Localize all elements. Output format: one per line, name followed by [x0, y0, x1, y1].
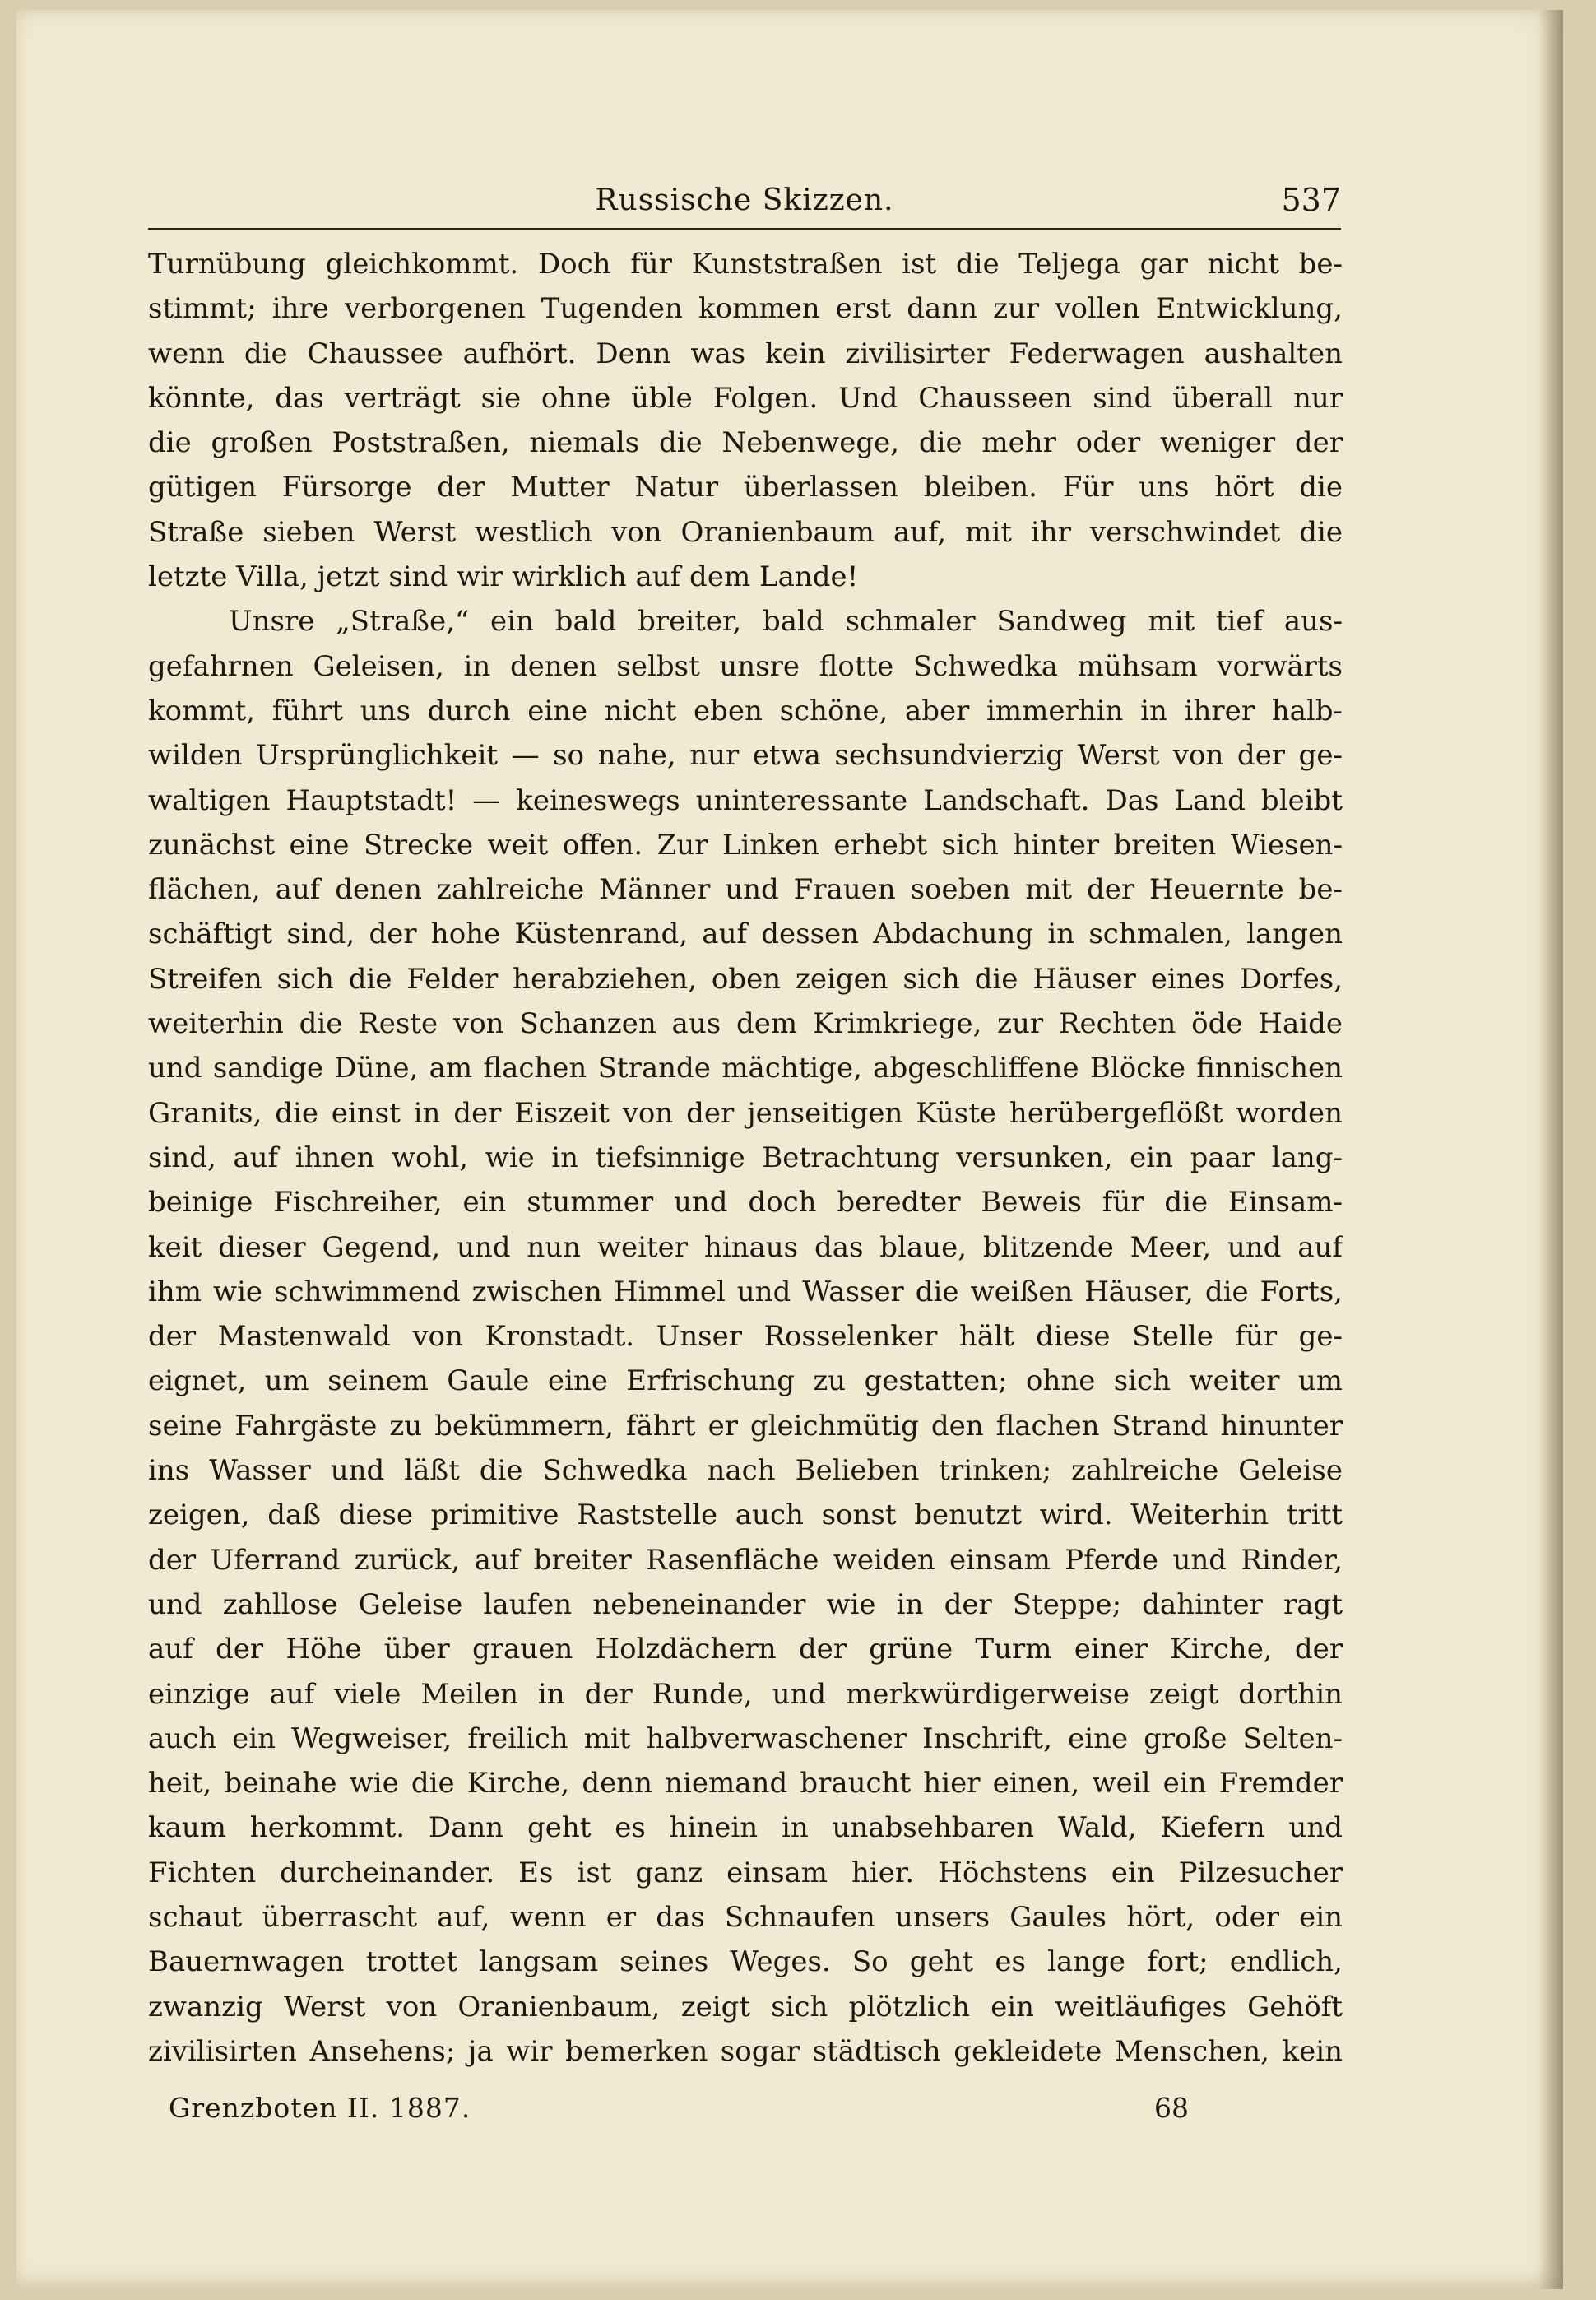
text-line: seine Fahrgäste zu bekümmern, fährt er gleichmütig den flachen Strand hinunter: [148, 1409, 1343, 1443]
book-page: [16, 10, 1563, 2289]
text-line: auf der Höhe über grauen Holzdächern der grüne Turm einer Kirche, der: [148, 1633, 1343, 1666]
page-number: 537: [1281, 182, 1341, 218]
text-line: und sandige Düne, am flachen Strande mächtige, abgeschliffene Blöcke finnischen: [148, 1052, 1343, 1085]
text-line: und zahllose Geleise laufen nebeneinander wie in der Steppe; dahinter ragt: [148, 1587, 1343, 1621]
text-line: Streifen sich die Felder herabziehen, oben zeigen sich die Häuser eines Dorfes,: [148, 962, 1343, 996]
text-line: stimmt; ihre verborgenen Tugenden kommen erst dann zur vollen Entwicklung,: [148, 292, 1343, 326]
text-line: kommt, führt uns durch eine nicht eben schöne, aber immerhin in ihrer halb-: [148, 694, 1343, 727]
page-gutter-shadow: [1538, 10, 1563, 2289]
text-line: der Mastenwald von Kronstadt. Unser Rosselenker hält diese Stelle für ge-: [148, 1320, 1343, 1354]
text-line: keit dieser Gegend, und nun weiter hinaus das blaue, blitzende Meer, und auf: [148, 1230, 1343, 1264]
text-line: gütigen Fürsorge der Mutter Natur überlassen bleiben. Für uns hört die: [148, 471, 1343, 504]
text-line: letzte Villa, jetzt sind wir wirklich auf dem Lande!: [148, 560, 859, 594]
text-line: auch ein Wegweiser, freilich mit halbverwaschener Inschrift, eine große Selten-: [148, 1722, 1343, 1755]
text-line: zunächst eine Strecke weit offen. Zur Linken erhebt sich hinter breiten Wiesen-: [148, 828, 1343, 862]
text-line: Turnübung gleichkommt. Doch für Kunststraßen ist die Teljega gar nicht be-: [148, 248, 1343, 281]
text-line: eignet, um seinem Gaule eine Erfrischung zu gestatten; ohne sich weiter um: [148, 1364, 1343, 1398]
text-line: sind, auf ihnen wohl, wie in tiefsinnige Betrachtung versunken, ein paar lang-: [148, 1141, 1343, 1174]
text-line: einzige auf viele Meilen in der Runde, und merkwürdigerweise zeigt dorthin: [148, 1677, 1343, 1711]
text-line: wilden Ursprünglichkeit — so nahe, nur etwa sechsundvierzig Werst von der ge-: [148, 739, 1343, 773]
body-text: [148, 242, 1343, 2074]
text-line: ins Wasser und läßt die Schwedka nach Belieben trinken; zahlreiche Geleise: [148, 1454, 1343, 1488]
text-line: zwanzig Werst von Oranienbaum, zeigt sich plötzlich ein weitläufiges Gehöft: [148, 1990, 1343, 2024]
text-line: zeigen, daß diese primitive Raststelle auch sonst benutzt wird. Weiterhin tritt: [148, 1498, 1343, 1532]
text-line: wenn die Chaussee aufhört. Denn was kein zivilisirter Federwagen aushalten: [148, 337, 1343, 370]
text-line: weiterhin die Reste von Schanzen aus dem Krimkriege, zur Rechten öde Haide: [148, 1007, 1343, 1041]
text-line: waltigen Hauptstadt! — keineswegs uninteressante Landschaft. Das Land bleibt: [148, 783, 1343, 817]
text-line: Straße sieben Werst westlich von Oranienbaum auf, mit ihr verschwindet die: [148, 515, 1343, 549]
page-footer: [169, 2092, 1189, 2133]
paragraph-start-line: Unsre „Straße,“ ein bald breiter, bald schmaler Sandweg mit tief aus-: [229, 605, 1343, 639]
text-line: schäftigt sind, der hohe Küstenrand, auf dessen Abdachung in schmalen, langen: [148, 918, 1343, 951]
text-line: heit, beinahe wie die Kirche, denn niemand braucht hier einen, weil ein Fremder: [148, 1767, 1343, 1801]
text-line: flächen, auf denen zahlreiche Männer und Frauen soeben mit der Heuernte be-: [148, 873, 1343, 907]
text-line: schaut überrascht auf, wenn er das Schnaufen unsers Gaules hört, oder ein: [148, 1900, 1343, 1934]
text-line: könnte, das verträgt sie ohne üble Folgen. Und Chausseen sind überall nur: [148, 381, 1343, 415]
running-title: Russische Skizzen.: [595, 184, 894, 217]
text-line: gefahrnen Geleisen, in denen selbst unsre flotte Schwedka mühsam vorwärts: [148, 649, 1343, 683]
text-line: der Uferrand zurück, auf breiter Rasenfläche weiden einsam Pferde und Rinder,: [148, 1543, 1343, 1577]
text-line: ihm wie schwimmend zwischen Himmel und Wasser die weißen Häuser, die Forts,: [148, 1275, 1343, 1308]
sheet-number: 68: [1154, 2092, 1189, 2124]
text-line: kaum herkommt. Dann geht es hinein in unabsehbaren Wald, Kiefern und: [148, 1811, 1343, 1845]
text-line: Fichten durcheinander. Es ist ganz einsam hier. Höchstens ein Pilzesucher: [148, 1856, 1343, 1889]
printer-signature: Grenzboten II. 1887.: [169, 2092, 471, 2124]
text-line: Granits, die einst in der Eiszeit von der jenseitigen Küste herübergeflößt worden: [148, 1096, 1343, 1130]
text-line: beinige Fischreiher, ein stummer und doch beredter Beweis für die Einsam-: [148, 1186, 1343, 1220]
running-head: [148, 179, 1341, 230]
text-line: die großen Poststraßen, niemals die Nebenwege, die mehr oder weniger der: [148, 426, 1343, 460]
text-line: zivilisirten Ansehens; ja wir bemerken sogar städtisch gekleidete Menschen, kein: [148, 2034, 1343, 2068]
text-line: Bauernwagen trottet langsam seines Weges. So geht es lange fort; endlich,: [148, 1945, 1343, 1979]
